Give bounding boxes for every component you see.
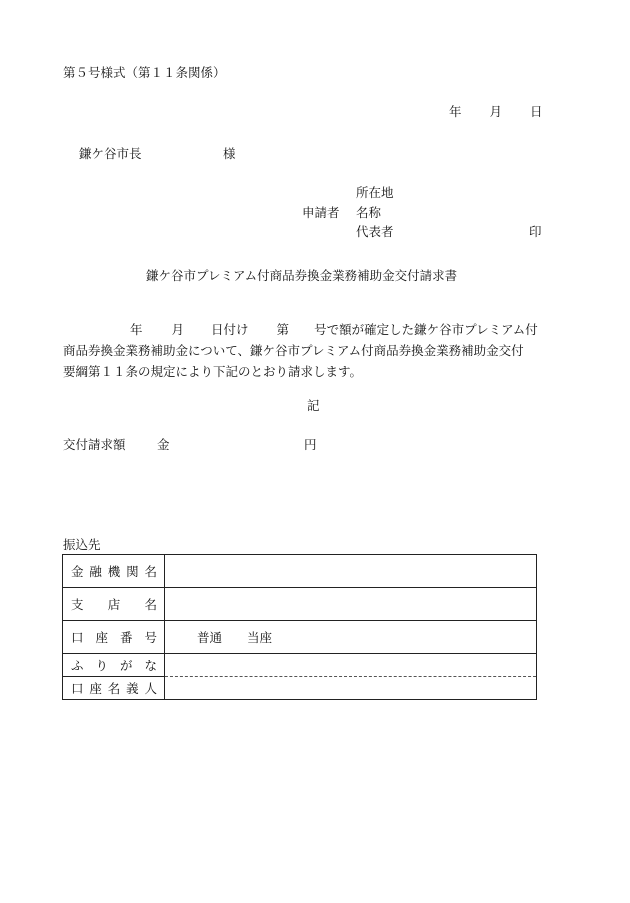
applicant-label: 申請者	[302, 205, 340, 220]
bank-name-label: 金融機関名	[63, 555, 165, 588]
date-year-label: 年	[449, 104, 462, 119]
addressee-honorific: 様	[223, 146, 236, 161]
account-number-label: 口座番号	[63, 621, 165, 654]
applicant-name-label: 名称	[356, 205, 382, 220]
date-day-label: 日	[530, 104, 543, 119]
bank-transfer-table	[62, 554, 537, 700]
applicant-representative-label: 代表者	[356, 224, 394, 239]
amount-unit: 円	[304, 437, 317, 452]
body-number-prefix: 第	[276, 322, 290, 337]
furigana-field[interactable]	[165, 654, 537, 677]
amount-prefix: 金	[157, 437, 170, 452]
branch-label: 支店名	[63, 588, 165, 621]
branch-row	[63, 588, 537, 621]
furigana-label: ふりがな	[63, 654, 165, 677]
holder-row	[63, 677, 537, 700]
body-line-1	[63, 319, 553, 340]
account-type-checking[interactable]: 当座	[247, 630, 273, 645]
transfer-heading: 振込先	[63, 537, 101, 552]
branch-field[interactable]	[165, 588, 537, 621]
ki-heading: 記	[307, 398, 320, 413]
account-type-ordinary[interactable]: 普通	[197, 630, 223, 645]
account-number-row	[63, 621, 537, 654]
body-line-2: 商品券換金業務補助金について、鎌ケ谷市プレミアム付商品券換金業務補助金交付	[63, 343, 524, 358]
request-body	[63, 319, 553, 382]
body-line-3: 要綱第１１条の規定により下記のとおり請求します。	[63, 364, 363, 379]
date-month-label: 月	[489, 104, 503, 119]
furigana-row	[63, 654, 537, 677]
bank-name-field[interactable]	[165, 555, 537, 588]
body-dated: 日付け	[211, 322, 249, 337]
addressee-name: 鎌ケ谷市長	[79, 146, 142, 161]
body-month: 月	[171, 322, 185, 337]
body-line-1-rest: 号で額が確定した鎌ケ谷市プレミアム付	[314, 322, 538, 337]
bank-row	[63, 555, 537, 588]
body-year: 年	[130, 322, 143, 337]
amount-label: 交付請求額	[63, 437, 126, 452]
applicant-address-label: 所在地	[356, 185, 394, 200]
document-title: 鎌ケ谷市プレミアム付商品券換金業務補助金交付請求書	[146, 268, 458, 283]
date-line	[449, 106, 543, 119]
form-number: 第５号様式（第１１条関係）	[63, 65, 226, 80]
seal-mark: 印	[529, 224, 542, 239]
holder-field[interactable]	[165, 677, 537, 700]
account-type-field[interactable]	[165, 621, 537, 654]
holder-label: 口座名義人	[63, 677, 165, 700]
